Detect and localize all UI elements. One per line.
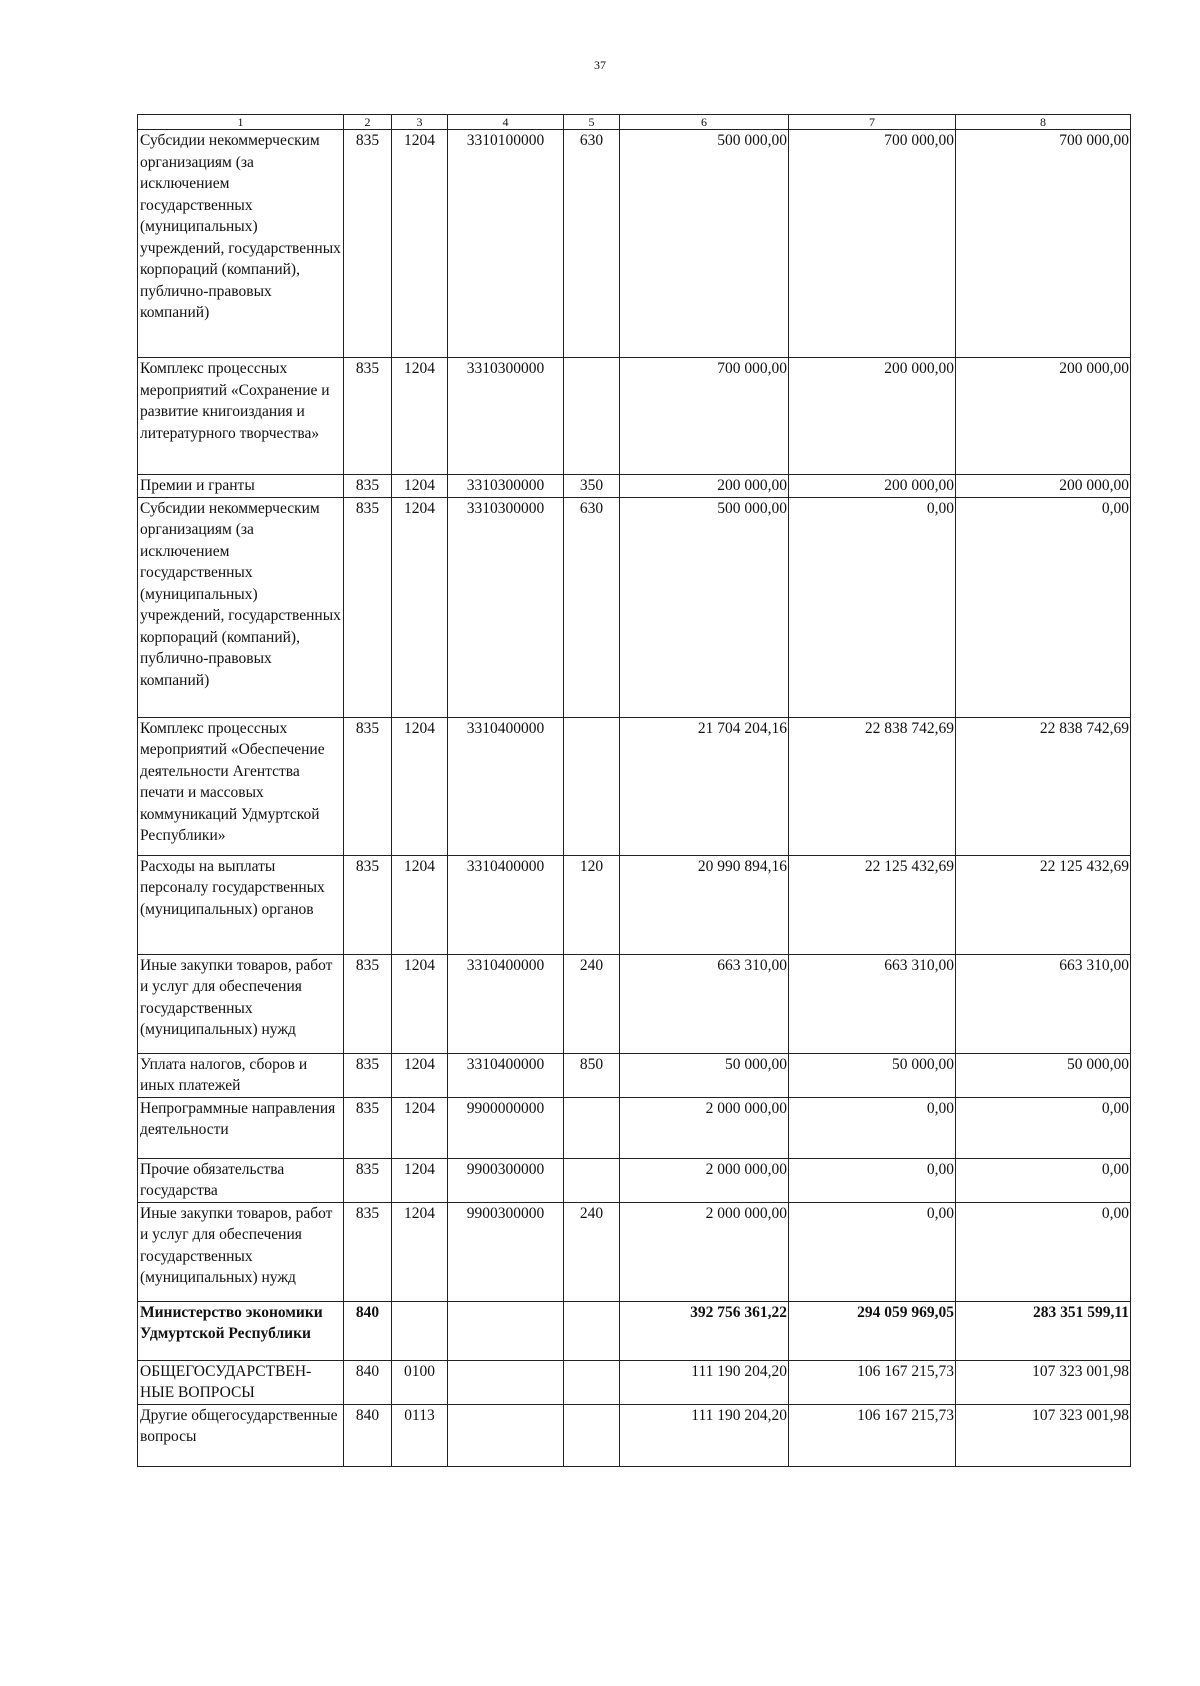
header-cell: 6 [620,115,789,130]
table-row [138,1053,1131,1097]
section-code-cell: 1204 [392,717,448,855]
section-code-cell: 1204 [392,358,448,475]
target-article-cell: 3310400000 [448,855,564,954]
amount-col8-cell: 200 000,00 [956,358,1131,475]
expense-type-cell [564,717,620,855]
table-row [138,475,1131,498]
section-code-cell: 1204 [392,1053,448,1097]
row-name-cell: Субсидии некоммерческим организациям (за исключением государственных (муниципальных) учреждений, государственных корпораций (компаний), публично-правовых компаний) [138,130,344,358]
target-article-cell [448,1301,564,1360]
chapter-code-cell: 835 [344,475,392,498]
table-row [138,1360,1131,1404]
section-code-cell: 1204 [392,130,448,358]
expense-type-cell: 120 [564,855,620,954]
table-header-row [138,115,1131,130]
row-name-cell: ОБЩЕГОСУДАРСТВЕН-НЫЕ ВОПРОСЫ [138,1360,344,1404]
expense-type-cell [564,1360,620,1404]
amount-col6-cell: 21 704 204,16 [620,717,789,855]
section-code-cell: 1204 [392,855,448,954]
amount-col6-cell: 392 756 361,22 [620,1301,789,1360]
header-cell: 8 [956,115,1131,130]
budget-table [137,114,1131,1467]
chapter-code-cell: 835 [344,954,392,1053]
table-row [138,1097,1131,1158]
amount-col8-cell: 107 323 001,98 [956,1404,1131,1466]
amount-col8-cell: 22 838 742,69 [956,717,1131,855]
amount-col7-cell: 663 310,00 [789,954,956,1053]
amount-col8-cell: 700 000,00 [956,130,1131,358]
amount-col6-cell: 2 000 000,00 [620,1097,789,1158]
target-article-cell: 3310300000 [448,497,564,717]
amount-col7-cell: 106 167 215,73 [789,1404,956,1466]
header-cell: 4 [448,115,564,130]
amount-col6-cell: 2 000 000,00 [620,1202,789,1301]
amount-col6-cell: 20 990 894,16 [620,855,789,954]
header-cell: 1 [138,115,344,130]
section-code-cell: 1204 [392,497,448,717]
table-row [138,1202,1131,1301]
expense-type-cell: 240 [564,1202,620,1301]
target-article-cell [448,1404,564,1466]
header-cell: 2 [344,115,392,130]
row-name-cell: Комплекс процессных мероприятий «Сохранение и развитие книгоиздания и литературного творчества» [138,358,344,475]
expense-type-cell: 350 [564,475,620,498]
amount-col8-cell: 283 351 599,11 [956,1301,1131,1360]
amount-col7-cell: 106 167 215,73 [789,1360,956,1404]
section-code-cell: 1204 [392,1097,448,1158]
row-name-cell: Непрограммные направления деятельности [138,1097,344,1158]
row-name-cell: Уплата налогов, сборов и иных платежей [138,1053,344,1097]
amount-col6-cell: 663 310,00 [620,954,789,1053]
chapter-code-cell: 835 [344,130,392,358]
amount-col6-cell: 700 000,00 [620,358,789,475]
expense-type-cell [564,358,620,475]
table-row [138,954,1131,1053]
section-code-cell: 1204 [392,954,448,1053]
target-article-cell: 3310400000 [448,1053,564,1097]
target-article-cell: 9900000000 [448,1097,564,1158]
expense-type-cell [564,1158,620,1202]
chapter-code-cell: 835 [344,1097,392,1158]
amount-col7-cell: 700 000,00 [789,130,956,358]
section-code-cell: 0100 [392,1360,448,1404]
target-article-cell [448,1360,564,1404]
amount-col7-cell: 22 125 432,69 [789,855,956,954]
amount-col7-cell: 200 000,00 [789,358,956,475]
chapter-code-cell: 835 [344,497,392,717]
target-article-cell: 3310300000 [448,358,564,475]
section-code-cell: 1204 [392,1202,448,1301]
amount-col8-cell: 22 125 432,69 [956,855,1131,954]
target-article-cell: 3310100000 [448,130,564,358]
chapter-code-cell: 840 [344,1301,392,1360]
chapter-code-cell: 835 [344,1202,392,1301]
expense-type-cell: 240 [564,954,620,1053]
amount-col8-cell: 0,00 [956,1097,1131,1158]
header-cell: 3 [392,115,448,130]
row-name-cell: Премии и гранты [138,475,344,498]
row-name-cell: Иные закупки товаров, работ и услуг для обеспечения государственных (муниципальных) нужд [138,1202,344,1301]
amount-col7-cell: 0,00 [789,1097,956,1158]
section-code-cell: 1204 [392,1158,448,1202]
page-number: 37 [594,58,606,72]
amount-col7-cell: 294 059 969,05 [789,1301,956,1360]
expense-type-cell: 850 [564,1053,620,1097]
chapter-code-cell: 835 [344,1158,392,1202]
row-name-cell: Прочие обязательства государства [138,1158,344,1202]
target-article-cell: 9900300000 [448,1202,564,1301]
expense-type-cell [564,1301,620,1360]
section-code-cell: 0113 [392,1404,448,1466]
table-row [138,1301,1131,1360]
row-name-cell: Комплекс процессных мероприятий «Обеспечение деятельности Агентства печати и массовых коммуникаций Удмуртской Республики» [138,717,344,855]
amount-col6-cell: 200 000,00 [620,475,789,498]
table-row [138,1404,1131,1466]
target-article-cell: 3310300000 [448,475,564,498]
table-row [138,855,1131,954]
expense-type-cell [564,1097,620,1158]
section-code-cell: 1204 [392,475,448,498]
chapter-code-cell: 840 [344,1360,392,1404]
chapter-code-cell: 835 [344,358,392,475]
header-cell: 7 [789,115,956,130]
target-article-cell: 3310400000 [448,954,564,1053]
row-name-cell: Субсидии некоммерческим организациям (за исключением государственных (муниципальных) учреждений, государственных корпораций (компаний), публично-правовых компаний) [138,497,344,717]
table-row [138,497,1131,717]
amount-col6-cell: 111 190 204,20 [620,1404,789,1466]
target-article-cell: 3310400000 [448,717,564,855]
amount-col6-cell: 50 000,00 [620,1053,789,1097]
amount-col8-cell: 0,00 [956,1202,1131,1301]
amount-col8-cell: 200 000,00 [956,475,1131,498]
table-row [138,717,1131,855]
amount-col7-cell: 200 000,00 [789,475,956,498]
target-article-cell: 9900300000 [448,1158,564,1202]
chapter-code-cell: 840 [344,1404,392,1466]
header-cell: 5 [564,115,620,130]
amount-col6-cell: 2 000 000,00 [620,1158,789,1202]
row-name-cell: Другие общегосударственные вопросы [138,1404,344,1466]
amount-col6-cell: 500 000,00 [620,130,789,358]
table-row [138,130,1131,358]
table-row [138,358,1131,475]
amount-col8-cell: 0,00 [956,1158,1131,1202]
chapter-code-cell: 835 [344,1053,392,1097]
amount-col8-cell: 0,00 [956,497,1131,717]
expense-type-cell [564,1404,620,1466]
amount-col8-cell: 663 310,00 [956,954,1131,1053]
amount-col6-cell: 111 190 204,20 [620,1360,789,1404]
amount-col6-cell: 500 000,00 [620,497,789,717]
section-code-cell [392,1301,448,1360]
expense-type-cell: 630 [564,497,620,717]
row-name-cell: Министерство экономики Удмуртской Республики [138,1301,344,1360]
amount-col7-cell: 50 000,00 [789,1053,956,1097]
amount-col8-cell: 107 323 001,98 [956,1360,1131,1404]
amount-col7-cell: 0,00 [789,1202,956,1301]
row-name-cell: Расходы на выплаты персоналу государственных (муниципальных) органов [138,855,344,954]
row-name-cell: Иные закупки товаров, работ и услуг для обеспечения государственных (муниципальных) нужд [138,954,344,1053]
amount-col8-cell: 50 000,00 [956,1053,1131,1097]
table-row [138,1158,1131,1202]
chapter-code-cell: 835 [344,717,392,855]
amount-col7-cell: 0,00 [789,497,956,717]
amount-col7-cell: 22 838 742,69 [789,717,956,855]
chapter-code-cell: 835 [344,855,392,954]
amount-col7-cell: 0,00 [789,1158,956,1202]
expense-type-cell: 630 [564,130,620,358]
